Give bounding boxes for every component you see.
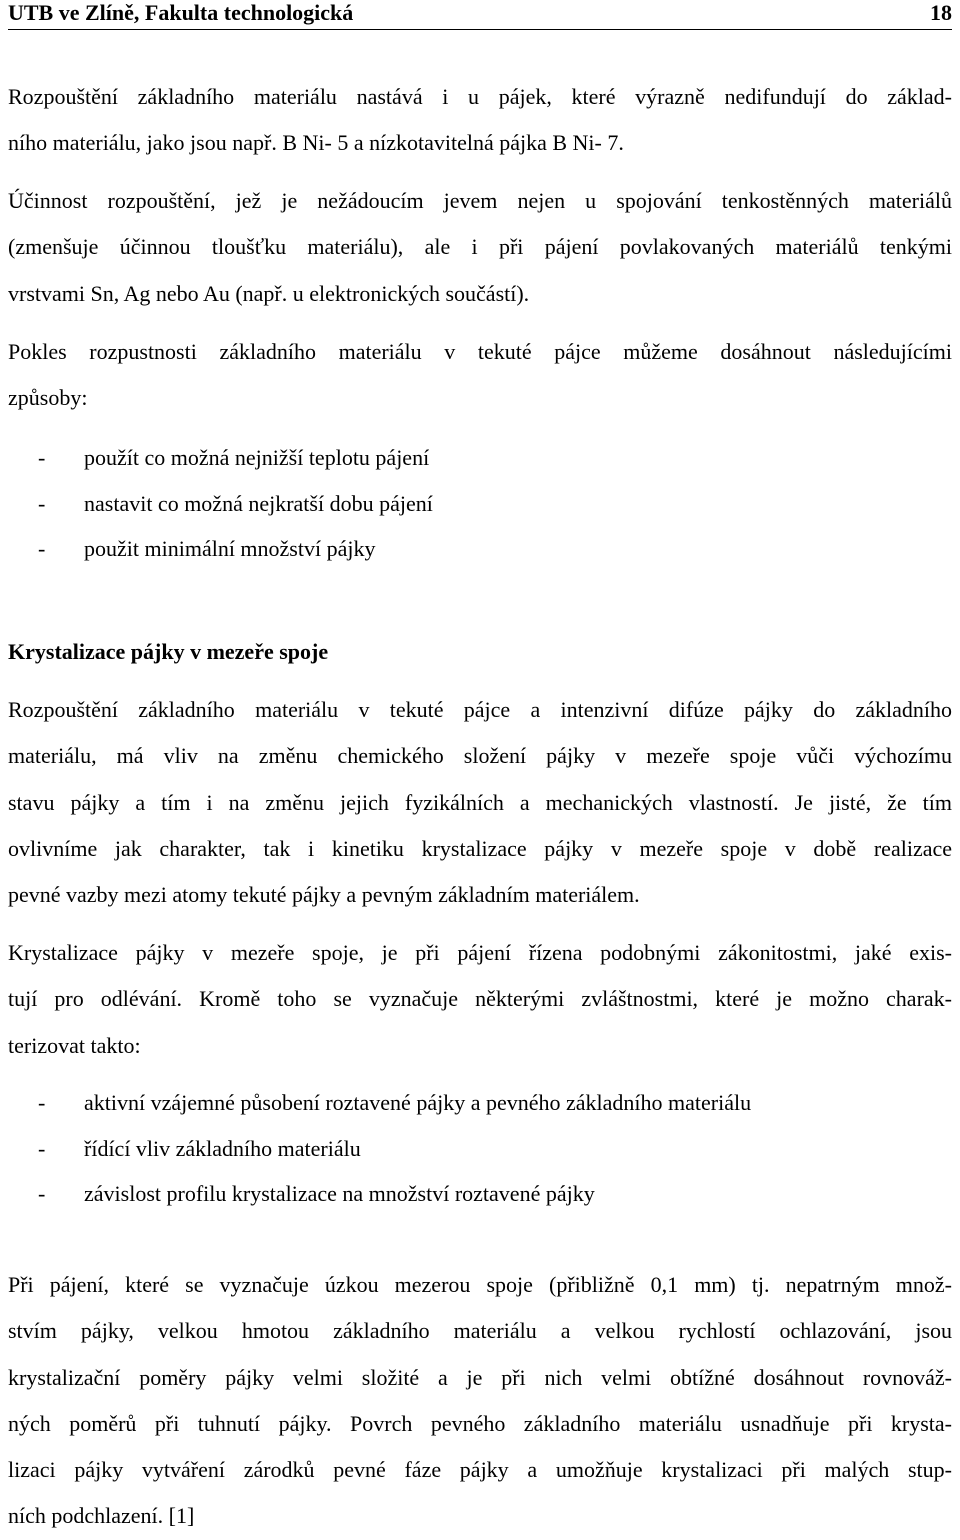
list-solubility-methods (8, 443, 952, 580)
text-line: pevné vazby mezi atomy tekuté pájky a pevným základním materiálem. (8, 882, 640, 908)
text-line: Rozpouštění základního materiálu nastává i u pájek, které výrazně nedifundují do základ- (8, 84, 952, 109)
list-item-text: použit minimální množství pájky (84, 536, 376, 561)
text-line: lizaci pájky vytváření zárodků pevné fáze pájky a umožňuje krystalizaci při malých stup- (8, 1457, 952, 1483)
list-item-text: aktivní vzájemné působení roztavené pájky a pevného základního materiálu (84, 1090, 752, 1115)
page-header (8, 0, 952, 30)
text-line: materiálu, má vliv na změnu chemického složení pájky v mezeře spoje vůči výchozímu (8, 743, 952, 769)
text-line: ních podchlazení. [1] (8, 1503, 195, 1529)
header-title: UTB ve Zlíně, Fakulta technologická (8, 0, 354, 25)
list-marker: - (38, 1181, 46, 1206)
text-line: stvím pájky, velkou hmotou základního materiálu a velkou rychlostí ochlazování, jsou (8, 1318, 952, 1344)
list-item (8, 1134, 952, 1180)
list-marker: - (38, 445, 46, 470)
text-line: Pokles rozpustnosti základního materiálu v tekuté pájce můžeme dosáhnout následujícími (8, 339, 952, 364)
text-line: ných poměrů při tuhnutí pájky. Povrch pevného základního materiálu usnadňuje při krysta- (8, 1410, 952, 1436)
list-item-text: nastavit co možná nejkratší dobu pájení (84, 490, 433, 516)
list-item (8, 1179, 952, 1225)
list-item (8, 489, 952, 535)
paragraph-narrow-gap (8, 1262, 952, 1540)
text-line: ovlivníme jak charakter, tak i kinetiku krystalizace pájky v mezeře spoje v době realizace (8, 835, 952, 861)
section-heading: Krystalizace pájky v mezeře spoje (8, 639, 329, 664)
document-page (8, 0, 952, 1531)
list-crystallization-features (8, 1088, 952, 1225)
paragraph-crystallization-rules (8, 930, 952, 1069)
paragraph-dissolution-solders (8, 74, 952, 167)
list-item-text: použít co možná nejnižší teplotu pájení (84, 445, 430, 470)
text-line: Účinnost rozpouštění, jež je nežádoucím jevem nejen u spojování tenkostěnných materiálů (8, 188, 952, 213)
list-marker: - (38, 1090, 46, 1115)
list-marker: - (38, 1135, 46, 1161)
text-line: vrstvami Sn, Ag nebo Au (např. u elektronických součástí). (8, 280, 530, 306)
text-line: stavu pájky a tím i na změnu jejich fyzikálních a mechanických vlastností. Je jisté, že tím (8, 789, 952, 815)
page-number: 18 (930, 0, 952, 25)
text-line: Rozpouštění základního materiálu v tekuté pájce a intenzivní difúze pájky do základního (8, 697, 952, 722)
list-item-text: řídící vliv základního materiálu (84, 1135, 361, 1161)
list-marker: - (38, 536, 46, 561)
text-line: tují pro odlévání. Kromě toho se vyznačuje některými zvláštnostmi, které je možno charak- (8, 986, 952, 1012)
list-item (8, 534, 952, 580)
text-line: (zmenšuje účinnou tloušťku materiálu), ale i při pájení povlakovaných materiálů tenkými (8, 234, 952, 260)
list-item (8, 1088, 952, 1134)
paragraph-solubility-reduction (8, 329, 952, 422)
paragraph-dissolution-efficiency (8, 178, 952, 317)
text-line: terizovat takto: (8, 1032, 141, 1058)
list-item (8, 443, 952, 489)
list-item-text: závislost profilu krystalizace na množství roztavené pájky (84, 1181, 595, 1206)
text-line: Krystalizace pájky v mezeře spoje, je při pájení řízena podobnými zákonitostmi, jaké exis- (8, 940, 952, 965)
list-marker: - (38, 490, 46, 516)
paragraph-crystallization-influence (8, 687, 952, 918)
text-line: krystalizační poměry pájky velmi složité a je při nich velmi obtížné dosáhnout rovnováž- (8, 1364, 952, 1390)
text-line: Při pájení, které se vyznačuje úzkou mezerou spoje (přibližně 0,1 mm) tj. nepatrným množ- (8, 1272, 952, 1297)
text-line: ního materiálu, jako jsou např. B Ni- 5 a nízkotavitelná pájka B Ni- 7. (8, 130, 624, 156)
text-line: způsoby: (8, 385, 88, 411)
